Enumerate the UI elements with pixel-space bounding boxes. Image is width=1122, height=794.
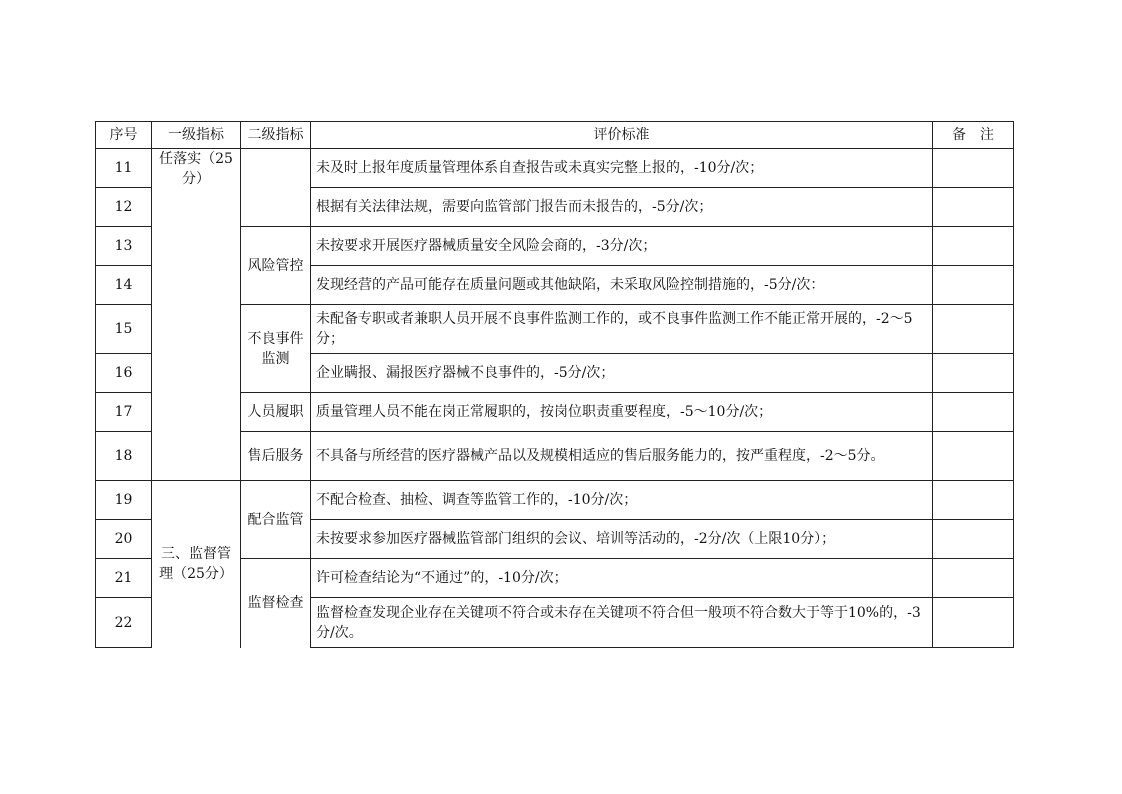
criteria-text: 监督检查发现企业存在关键项不符合或未存在关键项不符合但一般项不符合数大于等于10%的，-3分/次。: [311, 598, 933, 648]
note-cell: [933, 432, 1014, 481]
note-cell: [933, 481, 1014, 520]
row-number: 18: [96, 432, 152, 481]
header-level2: 二级指标: [241, 122, 311, 149]
level1-supervision: 三、监督管理（25分）: [152, 481, 241, 648]
row-number: 19: [96, 481, 152, 520]
level2-cooperate: 配合监管: [241, 481, 311, 559]
table-header-row: [96, 122, 1014, 149]
row-number: 17: [96, 393, 152, 432]
row-number: 22: [96, 598, 152, 648]
note-cell: [933, 266, 1014, 305]
criteria-text: 许可检查结论为“不通过”的，-10分/次；: [311, 559, 933, 598]
row-number: 14: [96, 266, 152, 305]
criteria-text: 企业瞒报、漏报医疗器械不良事件的，-5分/次；: [311, 354, 933, 393]
criteria-text: 未及时上报年度质量管理体系自查报告或未真实完整上报的，-10分/次；: [311, 149, 933, 188]
row-number: 11: [96, 149, 152, 188]
row-number: 15: [96, 305, 152, 354]
level2-risk-control: 风险管控: [241, 227, 311, 305]
table-row: [96, 481, 1014, 520]
level2-blank: [241, 149, 311, 227]
table-row: [96, 149, 1014, 188]
criteria-text: 未按要求参加医疗器械监管部门组织的会议、培训等活动的，-2分/次（上限10分）；: [311, 520, 933, 559]
note-cell: [933, 559, 1014, 598]
level2-after-sales: 售后服务: [241, 432, 311, 481]
note-cell: [933, 305, 1014, 354]
note-cell: [933, 393, 1014, 432]
note-cell: [933, 598, 1014, 648]
row-number: 13: [96, 227, 152, 266]
level1-responsibility: 任落实（25分）: [152, 149, 241, 481]
criteria-text: 发现经营的产品可能存在质量问题或其他缺陷，未采取风险控制措施的，-5分/次：: [311, 266, 933, 305]
criteria-text: 未配备专职或者兼职人员开展不良事件监测工作的，或不良事件监测工作不能正常开展的，-2～5分；: [311, 305, 933, 354]
note-cell: [933, 354, 1014, 393]
header-notes: 备 注: [933, 122, 1014, 149]
level2-adverse-event: 不良事件监测: [241, 305, 311, 393]
level2-inspection: 监督检查: [241, 559, 311, 648]
evaluation-table: [95, 121, 1014, 648]
header-level1: 一级指标: [152, 122, 241, 149]
criteria-text: 不具备与所经营的医疗器械产品以及规模相适应的售后服务能力的，按严重程度，-2～5分。: [311, 432, 933, 481]
row-number: 20: [96, 520, 152, 559]
note-cell: [933, 188, 1014, 227]
row-number: 12: [96, 188, 152, 227]
row-number: 16: [96, 354, 152, 393]
note-cell: [933, 227, 1014, 266]
criteria-text: 质量管理人员不能在岗正常履职的，按岗位职责重要程度，-5～10分/次；: [311, 393, 933, 432]
header-no: 序号: [96, 122, 152, 149]
header-criteria: 评价标准: [311, 122, 933, 149]
criteria-text: 根据有关法律法规，需要向监管部门报告而未报告的，-5分/次；: [311, 188, 933, 227]
criteria-text: 不配合检查、抽检、调查等监管工作的，-10分/次；: [311, 481, 933, 520]
note-cell: [933, 149, 1014, 188]
note-cell: [933, 520, 1014, 559]
criteria-text: 未按要求开展医疗器械质量安全风险会商的，-3分/次；: [311, 227, 933, 266]
level2-personnel: 人员履职: [241, 393, 311, 432]
row-number: 21: [96, 559, 152, 598]
